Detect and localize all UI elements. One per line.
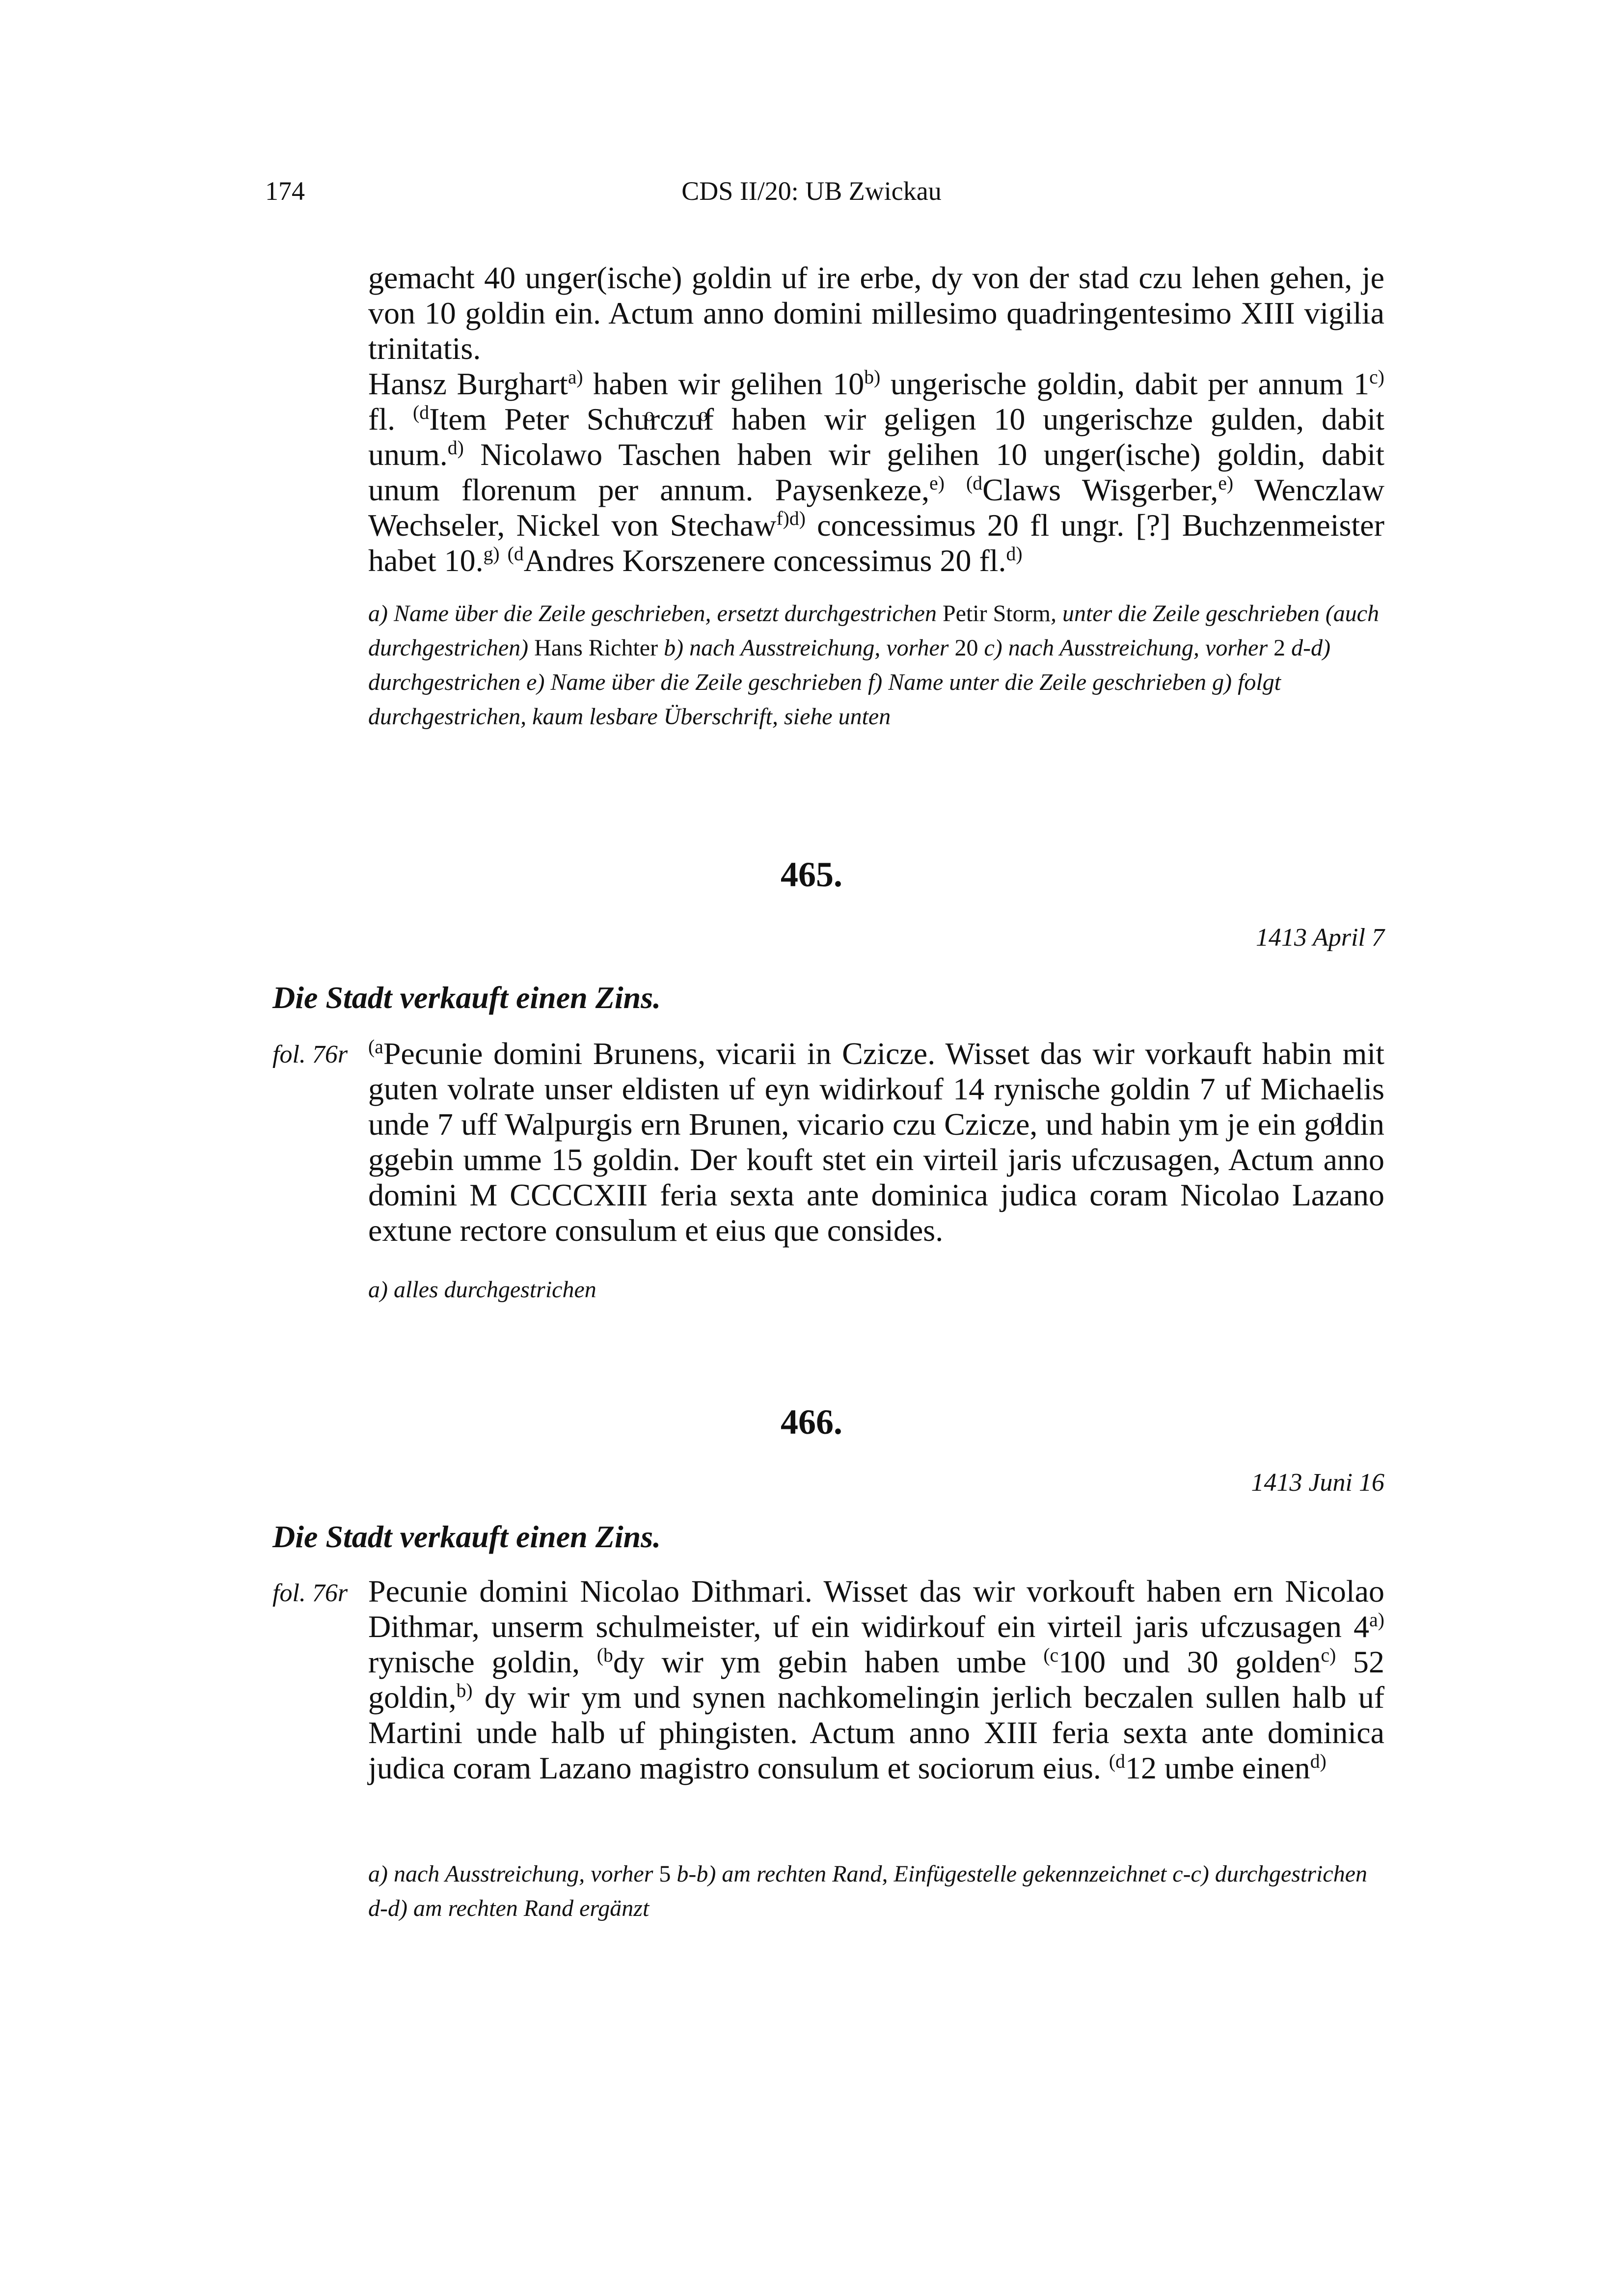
entry-465-footnotes: a) alles durchgestrichen	[368, 1277, 596, 1303]
text-segment: Hansz Burghart	[368, 366, 568, 401]
document-heading-466: Die Stadt verkauft einen Zins.	[272, 1519, 661, 1554]
footnote-quoted-text: 20	[954, 635, 978, 661]
footnote-marker: f)d)	[776, 508, 806, 530]
text-segment: 52 goldin,	[368, 1644, 1384, 1715]
footnote-marker: (d	[966, 472, 983, 494]
top-entry-footnotes	[368, 597, 1384, 734]
text-segment: fl.	[368, 402, 413, 437]
footnote-marker: g)	[483, 543, 500, 565]
footnote-marker: b)	[864, 366, 881, 388]
footnote-text: a) Name über die Zeile geschrieben, ersetzt durchgestrichen	[368, 601, 937, 627]
text-segment: Pecunie domini Nicolao Dithmari. Wisset das wir vorkouft haben ern Nicolao Dithmar, unserm schulmeister, uf ein widirkouf ein virteil jaris ufczusagen 4	[368, 1574, 1384, 1644]
text-segment: dy wir ym gebin haben umbe	[613, 1644, 1044, 1679]
footnote-text: b-b) am rechten Rand, Einfügestelle gekennzeichnet c-c) durchgestrichen d-d) am rechten Rand ergänzt	[368, 1861, 1367, 1921]
footnote-quoted-text: 2	[1273, 635, 1286, 661]
entry-465-paragraph	[368, 1036, 1384, 1248]
footnote-marker: d)	[447, 437, 464, 459]
text-segment: Andres Korszenere concessimus 20 fl.	[523, 543, 1006, 578]
footnote-quoted-text: Hans Richter	[534, 635, 658, 661]
document-number-466: 466.	[781, 1402, 842, 1442]
text-segment: Nicolawo Taschen haben wir gelihen 10 unger(ische) goldin, dabit unum florenum per annum. Paysenkeze,	[368, 437, 1384, 507]
text-segment: Pecunie domini Brunens, vicarii in Czicze. Wisset das wir vorkauft habin mit guten volrate unser eldisten uf eyn widirkouf 14 rynische goldin 7 uf Michaelis unde 7 uff Walpurgis ern Brunen, vicario czu Czicze, und habin ym je ein goͦldin ggebin umme 15 goldin. Der kouft stet ein virteil jaris ufczusagen, Actum anno domini M CCCCXIII feria sexta ante dominica judica coram Nicolao Lazano extune rectore consulum et eius que consides.	[368, 1036, 1384, 1248]
entry-466-text	[368, 1574, 1384, 1786]
text-segment	[945, 472, 966, 507]
text-segment: Item Peter Schuͦrczuͦf haben wir geligen 10 ungerischze gulden, dabit unum.	[368, 402, 1385, 472]
footnote-marker: c)	[1321, 1644, 1336, 1667]
footnote-text: , unter die Zeile geschrieben (auch durchgestrichen)	[368, 601, 1380, 661]
top-entry-text	[368, 260, 1384, 578]
text-segment: concessimus 20 fl ungr. [?] Buchzenmeister habet 10.	[368, 508, 1385, 578]
footnote-marker: e)	[929, 472, 945, 494]
footnote-text: d-d) durchgestrichen e) Name über die Zeile geschrieben f) Name unter die Zeile geschrieben g) folgt durchgestrichen, kaum lesbare Überschrift, siehe unten	[368, 635, 1331, 730]
text-segment: haben wir gelihen 10	[583, 366, 865, 401]
footnote-marker: (c	[1043, 1644, 1059, 1667]
folio-reference-465: fol. 76r	[272, 1040, 348, 1068]
footnote-quoted-text: Petir Storm	[942, 601, 1051, 627]
footnote-quoted-text: 5	[659, 1861, 671, 1887]
top-entry-paragraph-2	[368, 366, 1384, 578]
entry-465-text	[368, 1036, 1384, 1248]
footnote-marker: e)	[1218, 472, 1234, 494]
footnote-marker: d)	[1310, 1750, 1326, 1773]
document-heading-465: Die Stadt verkauft einen Zins.	[272, 980, 661, 1015]
footnote-marker: a)	[1369, 1609, 1384, 1631]
running-title: CDS II/20: UB Zwickau	[681, 176, 942, 206]
footnote-marker: (d	[1109, 1750, 1125, 1773]
footnote-marker: (b	[596, 1644, 613, 1667]
top-entry-paragraph-1: gemacht 40 unger(ische) goldin uf ire erbe, dy von der stad czu lehen gehen, je von 10 goldin ein. Actum anno domini millesimo quadringentesimo XIII vigilia trinitatis.	[368, 260, 1384, 366]
text-segment: ungerische goldin, dabit per annum 1	[880, 366, 1370, 401]
text-segment: Claws Wisgerber,	[982, 472, 1218, 507]
document-date-465: 1413 April 7	[1256, 924, 1384, 952]
footnote-marker: (a	[368, 1036, 383, 1058]
footnote-marker: a)	[568, 366, 583, 388]
footnote-marker: c)	[1369, 366, 1384, 388]
document-date-466: 1413 Juni 16	[1251, 1469, 1384, 1497]
text-segment: Wenczlaw Wechseler, Nickel von Stechaw	[368, 472, 1385, 543]
entry-466-paragraph	[368, 1574, 1384, 1786]
footnote-marker: d)	[1006, 543, 1023, 565]
text-segment: dy wir ym und synen nachkomelingin jerlich beczalen sullen halb uf Martini unde halb uf phingisten. Actum anno XIII feria sexta ante dominica judica coram Lazano magistro consulum et sociorum eius.	[368, 1680, 1384, 1785]
text-segment: rynische goldin,	[368, 1644, 597, 1679]
page-number: 174	[265, 176, 305, 206]
footnote-marker: (d	[413, 402, 430, 424]
text-segment: 100 und 30 golden	[1058, 1644, 1321, 1679]
entry-466-footnotes	[368, 1857, 1384, 1926]
footnote-text: c) nach Ausstreichung, vorher	[978, 635, 1268, 661]
document-number-465: 465.	[781, 855, 842, 894]
footnote-marker: (d	[507, 543, 524, 565]
footnote-marker: b)	[456, 1680, 473, 1702]
footnote-text: b) nach Ausstreichung, vorher	[658, 635, 949, 661]
text-segment: 12 umbe einen	[1125, 1750, 1310, 1785]
footnote-text: a) nach Ausstreichung, vorher	[368, 1861, 653, 1887]
folio-reference-466: fol. 76r	[272, 1579, 348, 1607]
text-segment	[500, 543, 508, 578]
